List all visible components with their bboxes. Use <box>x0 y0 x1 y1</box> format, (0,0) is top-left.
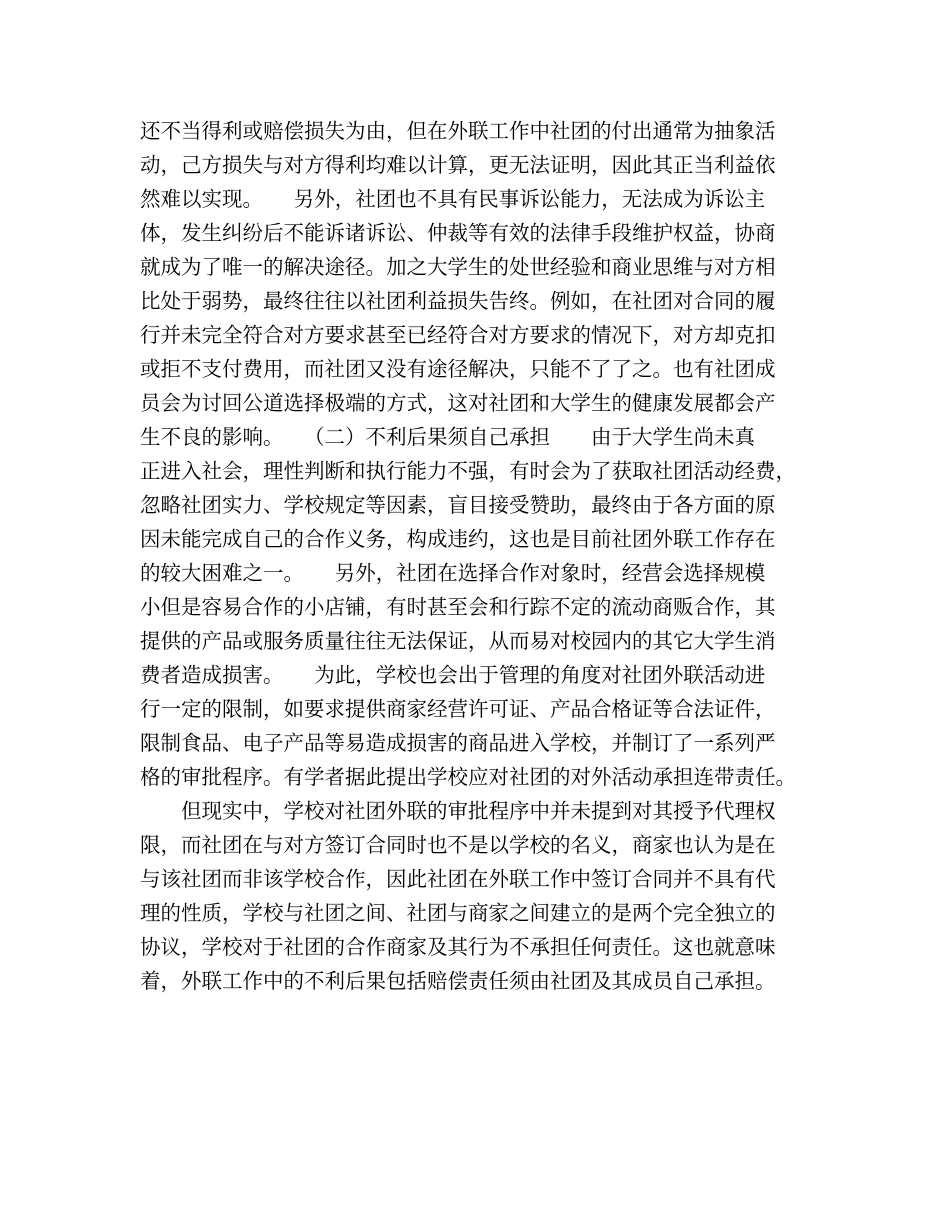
text-line: 忽略社团实力、学校规定等因素，盲目接受赞助，最终由于各方面的原 <box>140 493 776 517</box>
text-line: 与该社团而非该学校合作，因此社团在外联工作中签订合同并不具有代 <box>140 867 776 891</box>
text-line: 提供的产品或服务质量往往无法保证，从而易对校园内的其它大学生消 <box>140 629 776 653</box>
body-text <box>140 114 840 998</box>
text-line: 正进入社会，理性判断和执行能力不强，有时会为了获取社团活动经费， <box>140 459 796 483</box>
text-line: 还不当得利或赔偿损失为由，但在外联工作中社团的付出通常为抽象活 <box>140 119 776 143</box>
text-line: 生不良的影响。 （二）不利后果须自己承担 由于大学生尚未真 <box>140 425 755 449</box>
text-line: 行并未完全符合对方要求甚至已经符合对方要求的情况下，对方却克扣 <box>140 323 776 347</box>
text-line: 体，发生纠纷后不能诉诸诉讼、仲裁等有效的法律手段维护权益，协商 <box>140 221 776 245</box>
text-line: 格的审批程序。有学者据此提出学校应对社团的对外活动承担连带责任。 <box>140 765 796 789</box>
text-line: 就成为了唯一的解决途径。加之大学生的处世经验和商业思维与对方相 <box>140 255 776 279</box>
text-line: 因未能完成自己的合作义务，构成违约，这也是目前社团外联工作存在 <box>140 527 776 551</box>
text-line: 费者造成损害。 为此，学校也会出于管理的角度对社团外联活动进 <box>140 663 766 687</box>
text-line: 理的性质，学校与社团之间、社团与商家之间建立的是两个完全独立的 <box>140 901 776 925</box>
text-line: 的较大困难之一。 另外，社团在选择合作对象时，经营会选择规模 <box>140 561 766 585</box>
text-line: 动，己方损失与对方得利均难以计算，更无法证明，因此其正当利益依 <box>140 153 776 177</box>
text-line: 着，外联工作中的不利后果包括赔偿责任须由社团及其成员自己承担。 <box>140 969 776 993</box>
text-line: 但现实中，学校对社团外联的审批程序中并未提到对其授予代理权 <box>140 799 776 823</box>
text-line: 小但是容易合作的小店铺，有时甚至会和行踪不定的流动商贩合作，其 <box>140 595 776 619</box>
text-line: 协议，学校对于社团的合作商家及其行为不承担任何责任。这也就意味 <box>140 935 776 959</box>
text-line: 行一定的限制，如要求提供商家经营许可证、产品合格证等合法证件， <box>140 697 776 721</box>
text-line: 比处于弱势，最终往往以社团利益损失告终。例如，在社团对合同的履 <box>140 289 776 313</box>
text-line: 限制食品、电子产品等易造成损害的商品进入学校，并制订了一系列严 <box>140 731 776 755</box>
text-line: 员会为讨回公道选择极端的方式，这对社团和大学生的健康发展都会产 <box>140 391 776 415</box>
text-line: 或拒不支付费用，而社团又没有途径解决，只能不了了之。也有社团成 <box>140 357 776 381</box>
text-line: 然难以实现。 另外，社团也不具有民事诉讼能力，无法成为诉讼主 <box>140 187 766 211</box>
text-line: 限，而社团在与对方签订合同时也不是以学校的名义，商家也认为是在 <box>140 833 776 857</box>
